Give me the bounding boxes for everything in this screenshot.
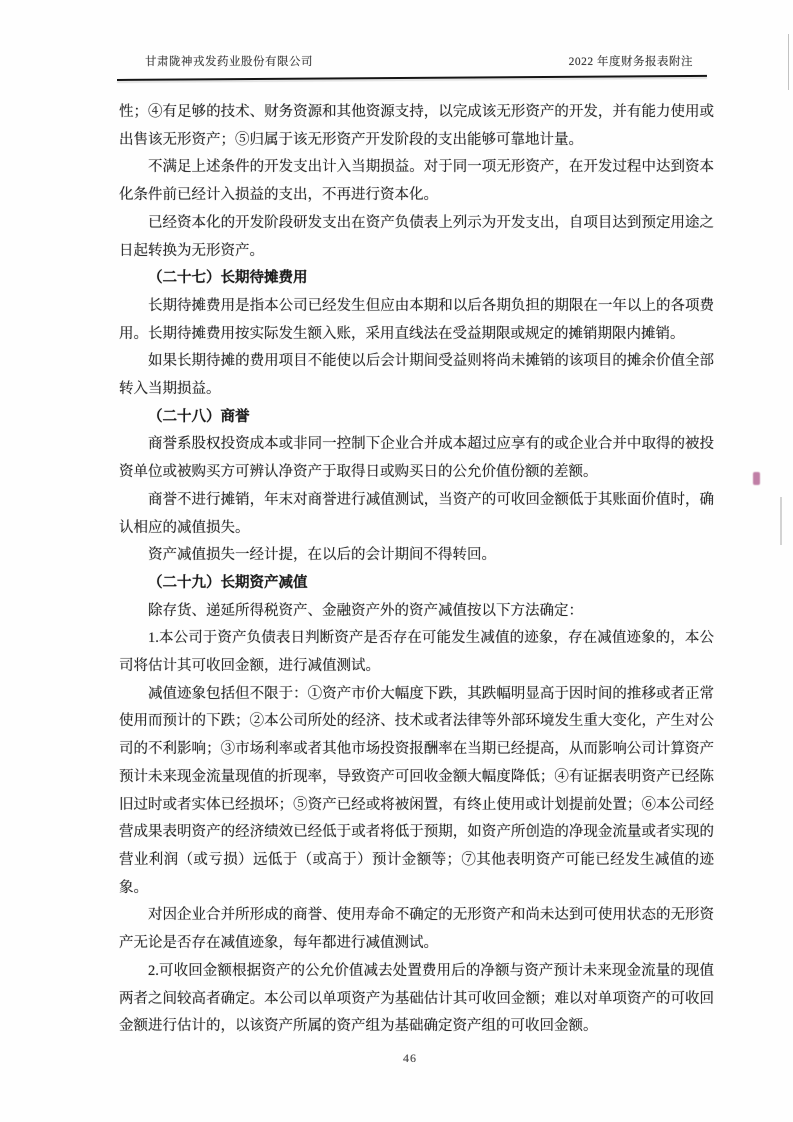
header-report-title: 2022 年度财务报表附注	[568, 56, 693, 68]
paragraph: 商誉系股权投资成本或非同一控制下企业合并成本超过应享有的或企业合并中取得的被投资单位或被购买方可辨认净资产于取得日或购买日的公允价值份额的差额。	[119, 436, 714, 481]
paragraph: 2.可收回金额根据资产的公允价值减去处置费用后的净额与资产预计未来现金流量的现值两者之间较高者确定。本公司以单项资产为基础估计其可收回金额；难以对单项资产的可收回金额进行估计的，以该资产所属的资产组为基础确定资产组的可收回金额。	[119, 962, 714, 1035]
section-heading-29: （二十九）长期资产减值	[148, 574, 308, 591]
paragraph: 长期待摊费用是指本公司已经发生但应由本期和以后各期负担的期限在一年以上的各项费用。长期待摊费用按实际发生额入账，采用直线法在受益期限或规定的摊销期限内摊销。	[119, 297, 714, 342]
scan-edge-line-artifact	[788, 34, 789, 90]
page-number: 46	[403, 1051, 417, 1065]
paragraph: 减值迹象包括但不限于：①资产市价大幅度下跌，其跌幅明显高于因时间的推移或者正常使用而预计的下跌；②本公司所处的经济、技术或者法律等外部环境发生重大变化，产生对公司的不利影响；③市场利率或者其他市场投资报酬率在当期已经提高，从而影响公司计算资产预计未来现金流量现值的折现率，导致资产可回收金额大幅度降低；④有证据表明资产已经陈旧过时或者实体已经损坏；⑤资产已经或将被闲置，有终止使用或计划提前处置；⑥本公司经营成果表明资产的经济绩效已经低于或者将低于预期，如资产所创造的净现金流量或者实现的营业利润（或亏损）远低于（或高于）预计金额等；⑦其他表明资产可能已经发生减值的迹象。	[119, 685, 714, 896]
paragraph: 性；④有足够的技术、财务资源和其他资源支持，以完成该无形资产的开发，并有能力使用或出售该无形资产；⑤归属于该无形资产开发阶段的支出能够可靠地计量。	[119, 104, 714, 148]
paragraph: 如果长期待摊的费用项目不能使以后会计期间受益则将尚未摊销的该项目的摊余价值全部转入当期损益。	[119, 353, 714, 398]
document-body	[119, 99, 714, 1041]
paragraph: 资产减值损失一经计提，在以后的会计期间不得转回。	[148, 547, 496, 564]
paragraph: 除存货、递延所得税资产、金融资产外的资产减值按以下方法确定：	[148, 602, 583, 619]
paragraph: 已经资本化的开发阶段研发支出在资产负债表上列示为开发支出，自项目达到预定用途之日起转换为无形资产。	[119, 214, 714, 259]
paragraph: 1.本公司于资产负债表日判断资产是否存在可能发生减值的迹象，存在减值迹象的，本公司将估计其可收回金额，进行减值测试。	[119, 630, 714, 675]
scan-edge-line-artifact	[780, 497, 782, 545]
header-divider-line	[117, 75, 707, 81]
section-heading-28: （二十八）商誉	[148, 408, 250, 425]
section-heading-27: （二十七）长期待摊费用	[148, 270, 308, 287]
ink-speck-artifact	[753, 472, 760, 485]
header-company-name: 甘肃陇神戎发药业股份有限公司	[145, 56, 313, 68]
paragraph: 不满足上述条件的开发支出计入当期损益。对于同一项无形资产，在开发过程中达到资本化条件前已经计入损益的支出，不再进行资本化。	[119, 159, 714, 204]
page-header	[145, 53, 693, 69]
paragraph: 商誉不进行摊销，年末对商誉进行减值测试，当资产的可收回金额低于其账面价值时，确认相应的减值损失。	[119, 491, 714, 536]
paragraph: 对因企业合并所形成的商誉、使用寿命不确定的无形资产和尚未达到可使用状态的无形资产无论是否存在减值迹象，每年都进行减值测试。	[119, 907, 714, 952]
